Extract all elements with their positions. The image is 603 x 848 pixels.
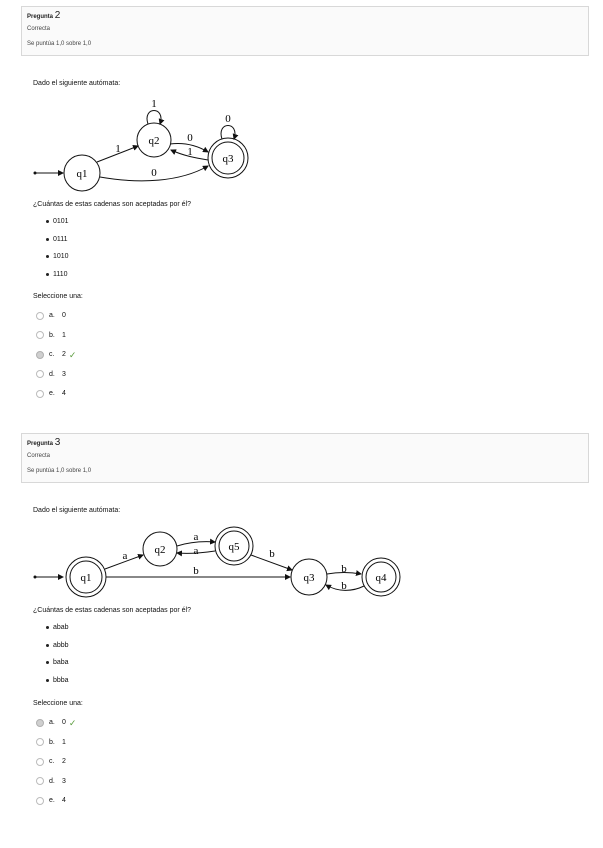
answer-option[interactable] (36, 326, 76, 346)
answer-value: 2 (62, 758, 66, 766)
radio-button[interactable] (36, 390, 44, 398)
radio-button[interactable] (36, 738, 44, 746)
transition-q3-q3 (221, 126, 235, 140)
question-label: Pregunta (27, 14, 54, 20)
state-q2 (137, 123, 171, 157)
state-label: q5 (228, 541, 240, 553)
radio-button-checked[interactable] (36, 719, 44, 727)
transition-label: a (122, 550, 128, 562)
answer-value: 4 (62, 390, 66, 398)
answer-letter: d. (49, 370, 55, 378)
list-item: 0111 (44, 235, 69, 253)
state-label: q2 (148, 135, 160, 147)
answer-value: 2 (62, 351, 66, 359)
answer-value: 3 (62, 777, 66, 785)
answer-value: 0 (62, 719, 66, 727)
transition-label: a (193, 545, 199, 557)
list-item: 1010 (44, 252, 69, 270)
answer-letter: b. (49, 331, 55, 339)
string-list (44, 217, 69, 287)
transition-label: 1 (151, 98, 157, 110)
transition-label: b (341, 580, 347, 592)
answer-value: 1 (62, 738, 66, 746)
radio-button[interactable] (36, 777, 44, 785)
answer-letter: a. (49, 312, 55, 320)
list-item: bbba (44, 676, 69, 694)
answer-option[interactable] (36, 752, 76, 772)
check-icon: ✓ (68, 349, 77, 360)
state-label: q1 (80, 572, 92, 584)
automaton-diagram-q2 (30, 94, 260, 196)
question-number (27, 11, 583, 22)
transition-label: b (193, 565, 199, 577)
answer-option[interactable] (36, 772, 76, 792)
answer-letter: e. (49, 797, 55, 805)
answer-letter: c. (49, 351, 55, 359)
transition-label: 0 (225, 113, 231, 125)
question-number-value: 3 (54, 437, 61, 448)
question-intro: Dado el siguiente autómata: (33, 507, 121, 514)
transition-label: b (269, 548, 275, 560)
state-q2 (143, 532, 177, 566)
answer-option[interactable] (36, 733, 76, 753)
question-grade: Se puntúa 1,0 sobre 1,0 (27, 468, 92, 474)
list-item: abbb (44, 641, 69, 659)
automaton-diagram-q3 (30, 520, 410, 602)
answer-option[interactable] (36, 791, 76, 811)
list-item: 0101 (44, 217, 69, 235)
radio-button-checked[interactable] (36, 351, 44, 359)
transition-label: 0 (187, 132, 193, 144)
question-number (27, 438, 583, 449)
answer-value: 4 (62, 797, 66, 805)
state-label: q2 (154, 544, 166, 556)
question-text: ¿Cuántas de estas cadenas son aceptadas por él? (33, 607, 191, 614)
question-state: Correcta (27, 453, 51, 459)
radio-button[interactable] (36, 331, 44, 339)
question-info-3 (21, 433, 589, 483)
answer-value: 3 (62, 370, 66, 378)
state-label: q1 (76, 168, 88, 180)
list-item: abab (44, 623, 69, 641)
transition-label: b (341, 563, 347, 575)
radio-button[interactable] (36, 312, 44, 320)
state-label: q3 (303, 572, 315, 584)
answer-list (36, 306, 76, 404)
answer-letter: a. (49, 719, 55, 727)
answer-letter: d. (49, 777, 55, 785)
answer-prompt: Seleccione una: (33, 293, 83, 300)
list-item: 1110 (44, 270, 69, 288)
question-info-2 (21, 6, 589, 56)
question-number-value: 2 (54, 10, 61, 21)
state-label: q4 (375, 572, 387, 584)
state-q3 (291, 559, 327, 595)
answer-letter: b. (49, 738, 55, 746)
answer-letter: e. (49, 390, 55, 398)
state-q1 (66, 557, 106, 597)
radio-button[interactable] (36, 797, 44, 805)
transition-label: 1 (115, 143, 121, 155)
answer-option[interactable] (36, 384, 76, 404)
answer-value: 1 (62, 331, 66, 339)
question-text: ¿Cuántas de estas cadenas son aceptadas por él? (33, 201, 191, 208)
list-item: baba (44, 658, 69, 676)
string-list (44, 623, 69, 693)
answer-prompt: Seleccione una: (33, 700, 83, 707)
question-state: Correcta (27, 26, 51, 32)
answer-option[interactable] (36, 306, 76, 326)
state-label: q3 (222, 153, 234, 165)
transition-label: a (193, 531, 199, 543)
state-q1 (64, 155, 100, 191)
answer-option-selected[interactable] (36, 713, 76, 733)
answer-list (36, 713, 76, 811)
answer-value: 0 (62, 312, 66, 320)
state-q5 (215, 527, 253, 565)
question-grade: Se puntúa 1,0 sobre 1,0 (27, 41, 92, 47)
check-icon: ✓ (68, 717, 77, 728)
radio-button[interactable] (36, 370, 44, 378)
state-q4 (362, 558, 400, 596)
answer-option[interactable] (36, 365, 76, 385)
answer-letter: c. (49, 758, 55, 766)
question-label: Pregunta (27, 441, 54, 447)
answer-option-selected[interactable] (36, 345, 76, 365)
transition-label: 1 (187, 146, 193, 158)
transition-label: 0 (151, 167, 157, 179)
state-q3 (208, 138, 248, 178)
question-intro: Dado el siguiente autómata: (33, 80, 121, 87)
radio-button[interactable] (36, 758, 44, 766)
transition-q2-q2 (147, 111, 161, 125)
